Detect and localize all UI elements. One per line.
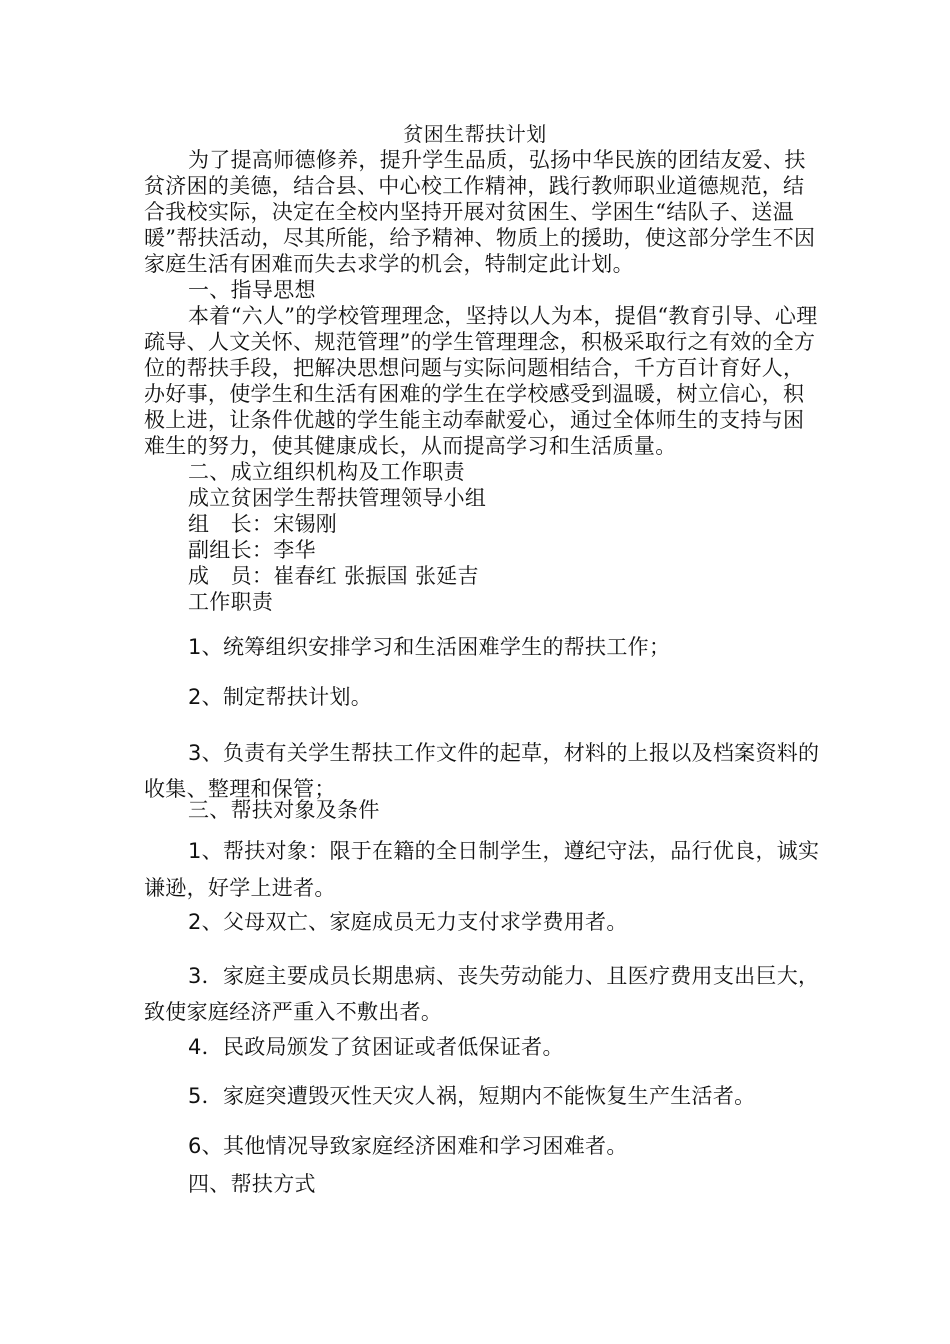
section2-heading: 二、成立组织机构及工作职责 bbox=[188, 460, 465, 484]
section1-body: 本着“六人”的学校管理理念，坚持以人为本，提倡“教育引导、心理疏导、人文关怀、规范管理”的学生管理理念，积极采取行之有效的全方位的帮扶手段，把解决思想问题与实际问题相结合，千方百计育好人，办好事，使学生和生活有困难的学生在学校感受到温暖，树立信心，积极上进，让条件优越的学生能主动奉献爱心，通过全体师生的支持与困难生的努力，使其健康成长，从而提高学习和生活质量。 bbox=[144, 304, 818, 458]
duty-item-1: 1、统筹组织安排学习和生活困难学生的帮扶工作； bbox=[188, 635, 671, 659]
group-title: 成立贫困学生帮扶管理领导小组 bbox=[188, 486, 487, 510]
duty-item-3: 3、负责有关学生帮扶工作文件的起草，材料的上报以及档案资料的收集、整理和保管； bbox=[144, 741, 820, 801]
group-vice-leader: 副组长：李华 bbox=[188, 538, 316, 562]
condition-item-2: 2、父母双亡、家庭成员无力支付求学费用者。 bbox=[188, 910, 628, 934]
duties-title: 工作职责 bbox=[188, 590, 274, 614]
condition-item-4: 4．民政局颁发了贫困证或者低保证者。 bbox=[188, 1035, 564, 1059]
intro-paragraph: 为了提高师德修养，提升学生品质，弘扬中华民族的团结友爱、扶贫济困的美德，结合县、中心校工作精神，践行教师职业道德规范，结合我校实际，决定在全校内坚持开展对贫困生、学困生“结队子、送温暖”帮扶活动，尽其所能，给予精神、物质上的援助，使这部分学生不因家庭生活有困难而失去求学的机会，特制定此计划。 bbox=[144, 148, 816, 276]
group-members: 成 员：崔春红 张振国 张延吉 bbox=[188, 564, 479, 588]
duty-item-2: 2、制定帮扶计划。 bbox=[188, 685, 373, 709]
intro-block bbox=[144, 147, 824, 615]
section3-heading: 三、帮扶对象及条件 bbox=[188, 798, 380, 822]
section1-heading: 一、指导思想 bbox=[188, 278, 316, 302]
condition-item-6: 6、其他情况导致家庭经济困难和学习困难者。 bbox=[188, 1134, 628, 1158]
condition-item-1: 1、帮扶对象：限于在籍的全日制学生，遵纪守法，品行优良，诚实谦逊，好学上进者。 bbox=[144, 839, 820, 900]
section4-heading: 四、帮扶方式 bbox=[188, 1172, 316, 1196]
group-leader: 组 长：宋锡刚 bbox=[188, 512, 338, 536]
condition-item-3: 3．家庭主要成员长期患病、丧失劳动能力、且医疗费用支出巨大，致使家庭经济严重入不敷出者。 bbox=[144, 964, 820, 1024]
condition-item-5: 5．家庭突遭毁灭性天灾人祸，短期内不能恢复生产生活者。 bbox=[188, 1084, 756, 1108]
document-title: 贫困生帮扶计划 bbox=[403, 122, 547, 146]
